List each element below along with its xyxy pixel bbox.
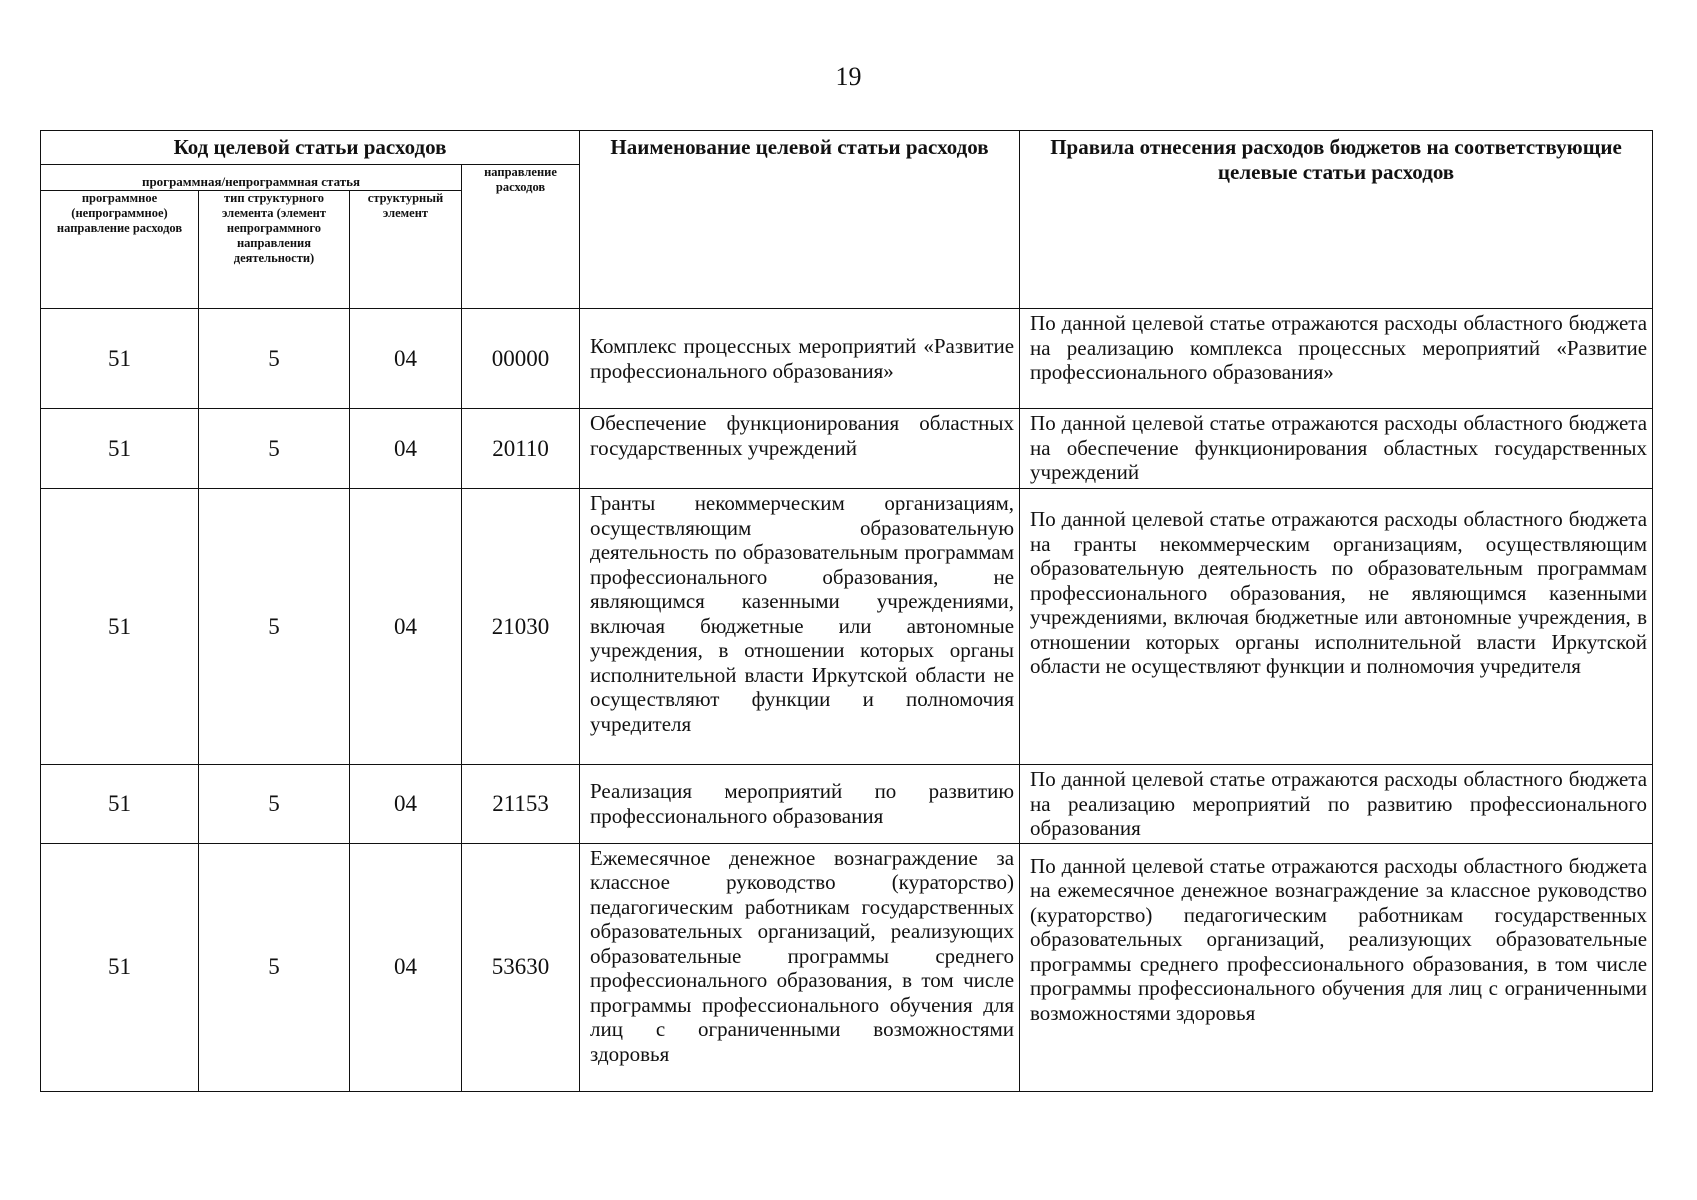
table-row	[41, 309, 1653, 409]
cell-element: 04	[350, 309, 462, 409]
cell-rule: По данной целевой статье отражаются расходы областного бюджета на реализацию мероприятий по развитию профессионального образования	[1020, 765, 1653, 844]
cell-name: Ежемесячное денежное вознаграждение за классное руководство (кураторство) педагогическим работникам государственных образовательных организаций, реализующих образовательные программы среднего профессионального образования, в том числе программы профессионального обучения для лиц с ограниченными возможностями здоровья	[580, 843, 1020, 1091]
cell-program: 51	[41, 309, 199, 409]
cell-direction: 00000	[462, 309, 580, 409]
header-rules: Правила отнесения расходов бюджетов на соответствующие целевые статьи расходов	[1020, 131, 1653, 309]
budget-classification-table	[40, 130, 1653, 1092]
table-row	[41, 765, 1653, 844]
cell-type: 5	[199, 765, 350, 844]
cell-rule: По данной целевой статье отражаются расходы областного бюджета на гранты некоммерческим организациям, осуществляющим образовательную деятельность по образовательным программам профессионального образования, не являющимся казенными учреждениями, включая бюджетные или автономные учреждения, в отношении которых органы исполнительной власти Иркутской области не осуществляют функции и полномочия учредителя	[1020, 489, 1653, 765]
cell-direction: 20110	[462, 409, 580, 489]
cell-element: 04	[350, 843, 462, 1091]
cell-rule: По данной целевой статье отражаются расходы областного бюджета на обеспечение функционирования областных государственных учреждений	[1020, 409, 1653, 489]
cell-program: 51	[41, 489, 199, 765]
header-program-direction: программное (непрограммное) направление расходов	[41, 191, 199, 309]
cell-program: 51	[41, 409, 199, 489]
header-structural-element: структурный элемент	[350, 191, 462, 309]
cell-program: 51	[41, 843, 199, 1091]
cell-name: Комплекс процессных мероприятий «Развитие профессионального образования»	[580, 309, 1020, 409]
table-row	[41, 489, 1653, 765]
cell-direction: 53630	[462, 843, 580, 1091]
cell-rule: По данной целевой статье отражаются расходы областного бюджета на ежемесячное денежное вознаграждение за классное руководство (кураторство) педагогическим работникам государственных образовательных организаций, реализующих образовательные программы среднего профессионального образования, в том числе программы профессионального обучения для лиц с ограниченными возможностями здоровья	[1020, 843, 1653, 1091]
header-direction: направление расходов	[462, 165, 580, 309]
cell-type: 5	[199, 309, 350, 409]
cell-type: 5	[199, 843, 350, 1091]
cell-name: Гранты некоммерческим организациям, осуществляющим образовательную деятельность по образовательным программам профессионального образования, не являющимся казенными учреждениями, включая бюджетные или автономные учреждения, в отношении которых органы исполнительной власти Иркутской области не осуществляют функции и полномочия учредителя	[580, 489, 1020, 765]
cell-element: 04	[350, 489, 462, 765]
header-name: Наименование целевой статьи расходов	[580, 131, 1020, 309]
table-row	[41, 409, 1653, 489]
cell-rule: По данной целевой статье отражаются расходы областного бюджета на реализацию комплекса процессных мероприятий «Развитие профессионального образования»	[1020, 309, 1653, 409]
cell-type: 5	[199, 489, 350, 765]
cell-name: Реализация мероприятий по развитию профессионального образования	[580, 765, 1020, 844]
header-program-item: программная/непрограммная статья	[41, 165, 462, 191]
header-code-group: Код целевой статьи расходов	[41, 131, 580, 165]
cell-direction: 21030	[462, 489, 580, 765]
cell-direction: 21153	[462, 765, 580, 844]
cell-program: 51	[41, 765, 199, 844]
cell-type: 5	[199, 409, 350, 489]
header-structural-type: тип структурного элемента (элемент непрограммного направления деятельности)	[199, 191, 350, 309]
cell-name: Обеспечение функционирования областных государственных учреждений	[580, 409, 1020, 489]
page-number: 19	[835, 62, 862, 91]
cell-element: 04	[350, 765, 462, 844]
cell-element: 04	[350, 409, 462, 489]
table-row	[41, 843, 1653, 1091]
